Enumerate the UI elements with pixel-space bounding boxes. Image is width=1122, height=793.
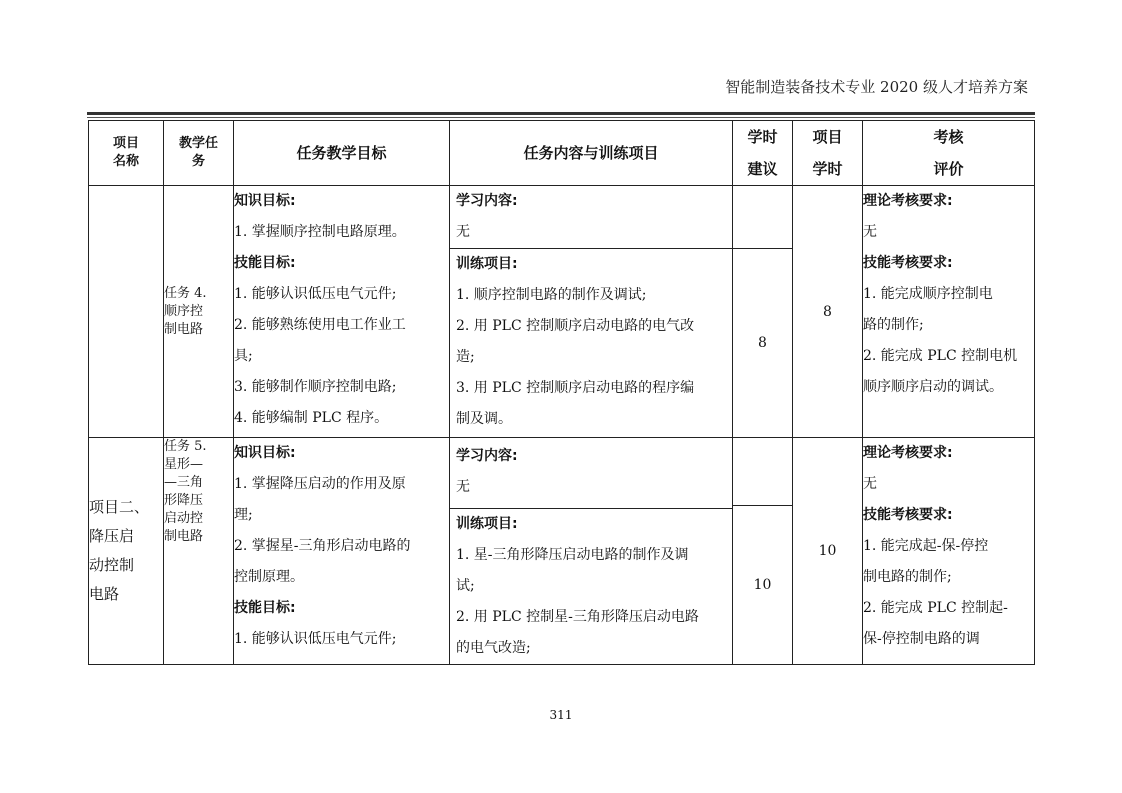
- content-cell: 学习内容: 无 训练项目: 1. 星-三角形降压启动电路的制作及调 试; 2. 用 PLC 控制星-三角形降压启动电路 的电气改造;: [450, 438, 733, 665]
- table-row: [89, 186, 1035, 438]
- suggested-hours-cell: 8: [733, 186, 793, 438]
- page-number: 311: [549, 708, 573, 722]
- skill-goals-label: 技能目标:: [234, 255, 296, 271]
- task-name-cell: 任务 5. 星形— —三角 形降压 启动控 制电路: [164, 438, 234, 665]
- training-items-label: 训练项目:: [456, 256, 518, 272]
- col-header-assessment: 考核 评价: [863, 121, 1035, 186]
- assessment-cell: 理论考核要求: 无 技能考核要求: 1. 能完成起-保-停控 制电路的制作; 2. 能完成 PLC 控制起- 保-停控制电路的调: [863, 438, 1035, 665]
- item-name-cell: 项目二、 降压启 动控制 电路: [89, 438, 164, 665]
- col-header-suggested-hours: 学时 建议: [733, 121, 793, 186]
- col-header-content: 任务内容与训练项目: [450, 121, 733, 186]
- item-name-cell: [89, 186, 164, 438]
- item-hours-cell: 8: [793, 186, 863, 438]
- course-plan-table: [88, 120, 1035, 665]
- col-header-item-name: 项目 名称: [89, 121, 164, 186]
- suggested-hours-cell: 10: [733, 438, 793, 665]
- task-name-cell: 任务 4. 顺序控 制电路: [164, 186, 234, 438]
- header-rule-thin: [87, 117, 1035, 118]
- learning-content-label: 学习内容:: [456, 193, 518, 209]
- skill-assessment-label: 技能考核要求:: [863, 255, 953, 271]
- theory-assessment-label: 理论考核要求:: [863, 445, 953, 461]
- training-items-label: 训练项目:: [456, 516, 518, 532]
- document-header: 智能制造装备技术专业 2020 级人才培养方案: [725, 78, 1028, 96]
- skill-assessment-label: 技能考核要求:: [863, 507, 953, 523]
- knowledge-goals-label: 知识目标:: [234, 193, 296, 209]
- skill-goals-label: 技能目标:: [234, 600, 296, 616]
- header-rule-thick: [87, 112, 1035, 115]
- knowledge-goals-label: 知识目标:: [234, 445, 296, 461]
- col-header-task: 教学任 务: [164, 121, 234, 186]
- goals-cell: 知识目标: 1. 掌握顺序控制电路原理。 技能目标: 1. 能够认识低压电气元件; 2. 能够熟练使用电工作业工 具; 3. 能够制作顺序控制电路; 4. 能够编制 PLC 程序。: [234, 186, 450, 438]
- col-header-goals: 任务教学目标: [234, 121, 450, 186]
- content-cell: 学习内容: 无 训练项目: 1. 顺序控制电路的制作及调试; 2. 用 PLC 控制顺序启动电路的电气改 造; 3. 用 PLC 控制顺序启动电路的程序编 制及调。: [450, 186, 733, 438]
- assessment-cell: 理论考核要求: 无 技能考核要求: 1. 能完成顺序控制电 路的制作; 2. 能完成 PLC 控制电机 顺序顺序启动的调试。: [863, 186, 1035, 438]
- table-row: [89, 438, 1035, 665]
- goals-cell: 知识目标: 1. 掌握降压启动的作用及原 理; 2. 掌握星-三角形启动电路的 控制原理。 技能目标: 1. 能够认识低压电气元件;: [234, 438, 450, 665]
- item-hours-cell: 10: [793, 438, 863, 665]
- theory-assessment-label: 理论考核要求:: [863, 193, 953, 209]
- table-header-row: [89, 121, 1035, 186]
- learning-content-label: 学习内容:: [456, 448, 518, 464]
- col-header-item-hours: 项目 学时: [793, 121, 863, 186]
